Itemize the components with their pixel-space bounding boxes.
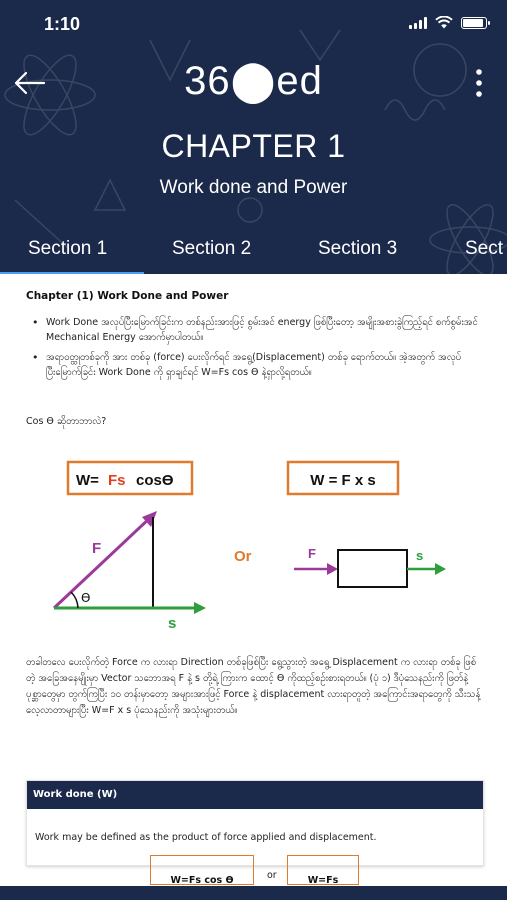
section-content: [0, 275, 507, 900]
formula-right-label: W = F x s: [310, 472, 376, 489]
app-header: [0, 0, 507, 274]
work-done-diagram: [26, 445, 480, 645]
wifi-icon: [435, 16, 453, 29]
bottom-bar: [0, 886, 507, 900]
app-logo: 36⬤ed: [184, 59, 323, 103]
block-shape: [338, 550, 407, 587]
section-heading: Chapter (1) Work Done and Power: [26, 290, 229, 302]
formula-cos-label: cosϴ: [136, 472, 174, 489]
displacement-vector-arrowhead: [194, 602, 206, 614]
bullet-list: [26, 315, 486, 385]
or-label: Or: [234, 548, 252, 565]
formula-or-label: or: [267, 870, 277, 881]
more-options-button[interactable]: [469, 66, 489, 100]
displacement-arrow-head: [435, 563, 446, 575]
status-bar: [0, 0, 507, 52]
angle-arc: [71, 592, 78, 608]
force-vector-line: [54, 516, 152, 608]
status-time: 1:10: [44, 14, 81, 34]
card-body: Work may be defined as the product of force applied and displacement.: [35, 832, 377, 843]
angle-label: ϴ: [81, 591, 91, 605]
displacement-arrow-label: s: [416, 548, 424, 563]
formula-w-label: W=: [76, 472, 99, 489]
force-vector-label: F: [92, 540, 102, 557]
explanation-paragraph: တခါတလေ ပေးလိုက်တဲ့ Force က လားရာ Direction တစ်ခုဖြစ်ပြီး ရွေ့သွားတဲ့ အရွေ့ Displacement က လားရာ တစ်ခု ဖြစ်တဲ့ အခြေအနေမျိုးမှာ Vector သဘောအရ F နဲ့ s တို့ရဲ့ ကြားက ထောင့် ϴ ကိုထည့်စဉ်းစားရတယ်။ (ပုံ ၁) ဒီပုံသေနည်းကို ဖြတ်နဲ့ ပုစ္ဆာတွေမှာ တွက်ကြပြီး ၁၀ တန်းမှာတော့ အများအားဖြင့် Force နဲ့ displacement လားရာတူတဲ့ အကြောင်းအရာတွေကို သီးသန့်လေ့လာတာများပြီး W=F x s ပုံသေနည်းကို အသုံးများတယ်။: [26, 657, 481, 716]
formula-box-simple: W=Fs: [287, 855, 359, 885]
formula-fs-label: Fs: [108, 472, 126, 489]
question-text: Cos ϴ ဆိုတာဘာလဲ?: [26, 416, 107, 427]
section-tabs: [0, 232, 507, 274]
list-item: • Work Done အလုပ်ပြီးမြောက်ခြင်းက တစ်နည်းအားဖြင့် စွမ်းအင် energy ဖြစ်ပြီးတော့ အမျိုးအစားခွဲကြည့်ရင် စက်စွမ်းအင် Mechanical Energy အောက်မှာပါတယ်။: [26, 315, 486, 345]
cellular-signal-icon: [409, 17, 427, 29]
formula-row: [150, 855, 390, 885]
tab-section-2[interactable]: Section 2: [172, 238, 252, 259]
more-vertical-icon: [469, 66, 489, 100]
status-icons: [409, 16, 487, 29]
force-arrow-head: [327, 563, 338, 575]
force-arrow-label: F: [308, 546, 316, 561]
formula-box-cos: W=Fs cos ϴ: [150, 855, 254, 885]
chapter-title: CHAPTER 1: [161, 128, 346, 164]
battery-level-fill: [463, 19, 483, 27]
chapter-subtitle: Work done and Power: [159, 177, 348, 198]
definition-card: [26, 780, 484, 866]
tab-section-3[interactable]: Section 3: [318, 238, 398, 259]
battery-icon: [461, 17, 487, 29]
tab-section-4[interactable]: Sect: [465, 238, 504, 259]
displacement-vector-label: s: [168, 615, 177, 632]
card-title: Work done (W): [27, 781, 483, 809]
tab-section-1[interactable]: Section 1: [28, 238, 108, 259]
active-tab-indicator: [0, 272, 144, 274]
list-item: • အရာဝတ္ထုတစ်ခုကို အား တစ်ခု (force) ပေးလိုက်ရင် အရွေ့(Displacement) တစ်ခု ရောက်တယ်။ အဲ့အတွက် အလုပ်ပြီးမြောက်ခြင်း Work Done ကို ရှာချင်ရင် W=Fs cos ϴ နဲ့ရှာလို့ရတယ်။: [26, 350, 486, 380]
